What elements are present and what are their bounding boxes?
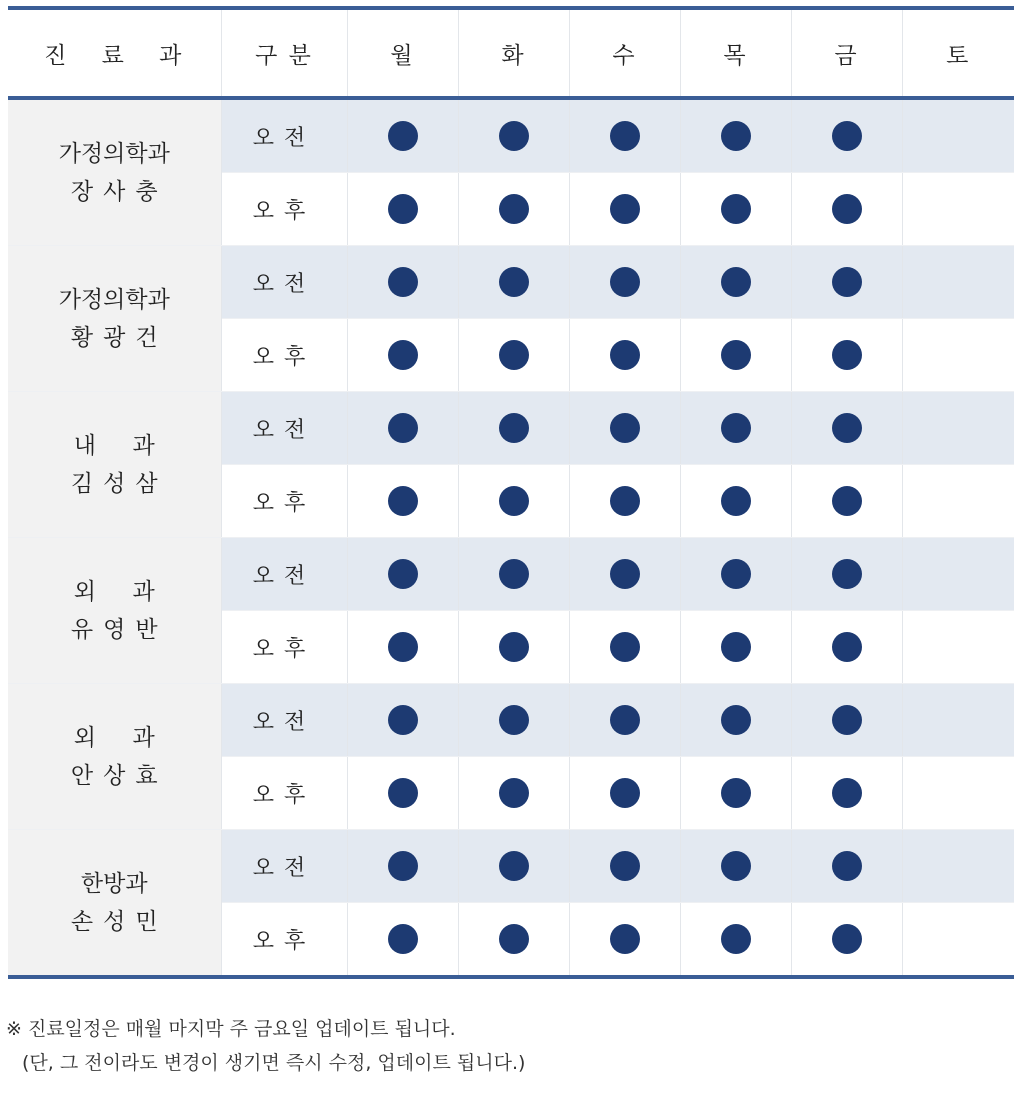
- available-dot-icon: [388, 486, 418, 516]
- department-label: 외 과: [73, 724, 155, 751]
- doctor-name: 황광건: [70, 324, 168, 351]
- day-cell: [458, 319, 569, 392]
- available-dot-icon: [610, 924, 640, 954]
- doctor-cell: [8, 684, 221, 830]
- day-cell: [791, 173, 902, 246]
- day-cell: [569, 246, 680, 319]
- available-dot-icon: [832, 194, 862, 224]
- available-dot-icon: [388, 851, 418, 881]
- department-label: 한방과: [80, 870, 148, 897]
- available-dot-icon: [721, 267, 751, 297]
- schedule-row-am: [8, 538, 1014, 611]
- available-dot-icon: [610, 194, 640, 224]
- doctor-cell: [8, 830, 221, 978]
- available-dot-icon: [832, 705, 862, 735]
- day-cell: [347, 246, 458, 319]
- available-dot-icon: [721, 121, 751, 151]
- table-header-row: [8, 8, 1014, 98]
- day-cell: [347, 98, 458, 173]
- header-day-thu: 목: [680, 8, 791, 98]
- day-cell: [347, 319, 458, 392]
- doctor-name: 김성삼: [70, 470, 168, 497]
- header-day-fri: 금: [791, 8, 902, 98]
- available-dot-icon: [610, 851, 640, 881]
- day-cell: [791, 538, 902, 611]
- day-cell: [569, 903, 680, 978]
- day-cell: [680, 830, 791, 903]
- doctor-cell: [8, 246, 221, 392]
- slot-label: 오전: [221, 392, 347, 465]
- schedule-body: [8, 98, 1014, 977]
- day-cell: [347, 684, 458, 757]
- schedule-row-am: [8, 246, 1014, 319]
- day-cell: [680, 684, 791, 757]
- day-cell: [347, 830, 458, 903]
- day-cell: [458, 684, 569, 757]
- available-dot-icon: [832, 851, 862, 881]
- available-dot-icon: [388, 705, 418, 735]
- day-cell: [458, 611, 569, 684]
- day-cell: [569, 611, 680, 684]
- available-dot-icon: [832, 413, 862, 443]
- header-day-mon: 월: [347, 8, 458, 98]
- available-dot-icon: [721, 194, 751, 224]
- available-dot-icon: [610, 267, 640, 297]
- available-dot-icon: [499, 559, 529, 589]
- day-cell: [458, 757, 569, 830]
- available-dot-icon: [499, 851, 529, 881]
- day-cell: [458, 465, 569, 538]
- header-day-tue: 화: [458, 8, 569, 98]
- clinic-schedule-table: [8, 6, 1014, 979]
- available-dot-icon: [499, 486, 529, 516]
- day-cell: [347, 173, 458, 246]
- day-cell: [569, 684, 680, 757]
- available-dot-icon: [499, 340, 529, 370]
- available-dot-icon: [610, 413, 640, 443]
- note-line-2: (단, 그 전이라도 변경이 생기면 즉시 수정, 업데이트 됩니다.): [22, 1052, 526, 1074]
- slot-label: 오후: [221, 465, 347, 538]
- day-cell: [902, 757, 1014, 830]
- day-cell: [680, 246, 791, 319]
- doctor-name: 안상효: [70, 762, 168, 789]
- day-cell: [791, 684, 902, 757]
- available-dot-icon: [610, 778, 640, 808]
- day-cell: [680, 465, 791, 538]
- slot-label: 오후: [221, 757, 347, 830]
- available-dot-icon: [499, 924, 529, 954]
- day-cell: [458, 173, 569, 246]
- day-cell: [458, 903, 569, 978]
- day-cell: [791, 392, 902, 465]
- day-cell: [902, 611, 1014, 684]
- available-dot-icon: [388, 413, 418, 443]
- available-dot-icon: [832, 267, 862, 297]
- day-cell: [569, 319, 680, 392]
- available-dot-icon: [610, 486, 640, 516]
- header-slot: 구 분: [221, 8, 347, 98]
- doctor-cell: [8, 98, 221, 246]
- available-dot-icon: [499, 778, 529, 808]
- day-cell: [569, 830, 680, 903]
- doctor-cell: [8, 538, 221, 684]
- day-cell: [458, 392, 569, 465]
- schedule-table-wrapper: [8, 6, 1014, 979]
- day-cell: [569, 98, 680, 173]
- doctor-name: 손성민: [70, 908, 168, 935]
- day-cell: [680, 392, 791, 465]
- available-dot-icon: [499, 194, 529, 224]
- day-cell: [902, 392, 1014, 465]
- available-dot-icon: [388, 121, 418, 151]
- available-dot-icon: [388, 778, 418, 808]
- available-dot-icon: [721, 851, 751, 881]
- header-day-sat: 토: [902, 8, 1014, 98]
- available-dot-icon: [721, 413, 751, 443]
- day-cell: [902, 538, 1014, 611]
- day-cell: [680, 173, 791, 246]
- department-label: 가정의학과: [58, 140, 170, 167]
- day-cell: [569, 757, 680, 830]
- schedule-notes: [6, 1012, 525, 1080]
- day-cell: [347, 392, 458, 465]
- day-cell: [791, 903, 902, 978]
- available-dot-icon: [388, 340, 418, 370]
- available-dot-icon: [388, 924, 418, 954]
- day-cell: [458, 98, 569, 173]
- department-label: 가정의학과: [58, 286, 170, 313]
- schedule-row-am: [8, 830, 1014, 903]
- header-day-wed: 수: [569, 8, 680, 98]
- available-dot-icon: [610, 121, 640, 151]
- available-dot-icon: [721, 778, 751, 808]
- available-dot-icon: [832, 121, 862, 151]
- day-cell: [347, 903, 458, 978]
- day-cell: [680, 903, 791, 978]
- day-cell: [791, 319, 902, 392]
- day-cell: [347, 538, 458, 611]
- department-label: 외 과: [73, 578, 155, 605]
- slot-label: 오전: [221, 830, 347, 903]
- schedule-row-am: [8, 684, 1014, 757]
- day-cell: [569, 392, 680, 465]
- day-cell: [791, 757, 902, 830]
- available-dot-icon: [832, 559, 862, 589]
- available-dot-icon: [499, 121, 529, 151]
- available-dot-icon: [499, 413, 529, 443]
- day-cell: [902, 319, 1014, 392]
- day-cell: [680, 538, 791, 611]
- header-department: 진 료 과: [8, 8, 221, 98]
- available-dot-icon: [610, 340, 640, 370]
- available-dot-icon: [832, 486, 862, 516]
- slot-label: 오전: [221, 684, 347, 757]
- department-label: 내 과: [73, 432, 155, 459]
- day-cell: [902, 98, 1014, 173]
- slot-label: 오후: [221, 903, 347, 978]
- day-cell: [458, 538, 569, 611]
- day-cell: [902, 465, 1014, 538]
- day-cell: [680, 319, 791, 392]
- available-dot-icon: [499, 267, 529, 297]
- available-dot-icon: [832, 924, 862, 954]
- day-cell: [680, 611, 791, 684]
- day-cell: [902, 830, 1014, 903]
- day-cell: [902, 684, 1014, 757]
- available-dot-icon: [388, 267, 418, 297]
- available-dot-icon: [832, 778, 862, 808]
- day-cell: [902, 173, 1014, 246]
- available-dot-icon: [499, 632, 529, 662]
- available-dot-icon: [832, 340, 862, 370]
- available-dot-icon: [610, 705, 640, 735]
- available-dot-icon: [721, 340, 751, 370]
- day-cell: [569, 465, 680, 538]
- day-cell: [347, 611, 458, 684]
- available-dot-icon: [610, 632, 640, 662]
- day-cell: [680, 757, 791, 830]
- day-cell: [569, 173, 680, 246]
- day-cell: [680, 98, 791, 173]
- day-cell: [791, 611, 902, 684]
- day-cell: [791, 830, 902, 903]
- day-cell: [458, 246, 569, 319]
- day-cell: [902, 246, 1014, 319]
- day-cell: [791, 465, 902, 538]
- available-dot-icon: [388, 632, 418, 662]
- doctor-cell: [8, 392, 221, 538]
- slot-label: 오후: [221, 319, 347, 392]
- available-dot-icon: [832, 632, 862, 662]
- available-dot-icon: [610, 559, 640, 589]
- slot-label: 오전: [221, 246, 347, 319]
- available-dot-icon: [388, 559, 418, 589]
- slot-label: 오후: [221, 611, 347, 684]
- note-line-1: ※ 진료일정은 매월 마지막 주 금요일 업데이트 됩니다.: [6, 1018, 456, 1040]
- available-dot-icon: [721, 632, 751, 662]
- slot-label: 오전: [221, 538, 347, 611]
- available-dot-icon: [721, 559, 751, 589]
- schedule-row-am: [8, 392, 1014, 465]
- schedule-row-am: [8, 98, 1014, 173]
- day-cell: [791, 246, 902, 319]
- available-dot-icon: [499, 705, 529, 735]
- day-cell: [791, 98, 902, 173]
- day-cell: [458, 830, 569, 903]
- day-cell: [347, 757, 458, 830]
- doctor-name: 장사충: [70, 178, 168, 205]
- day-cell: [569, 538, 680, 611]
- available-dot-icon: [388, 194, 418, 224]
- day-cell: [347, 465, 458, 538]
- day-cell: [902, 903, 1014, 978]
- available-dot-icon: [721, 486, 751, 516]
- doctor-name: 유영반: [70, 616, 168, 643]
- slot-label: 오전: [221, 98, 347, 173]
- available-dot-icon: [721, 924, 751, 954]
- slot-label: 오후: [221, 173, 347, 246]
- available-dot-icon: [721, 705, 751, 735]
